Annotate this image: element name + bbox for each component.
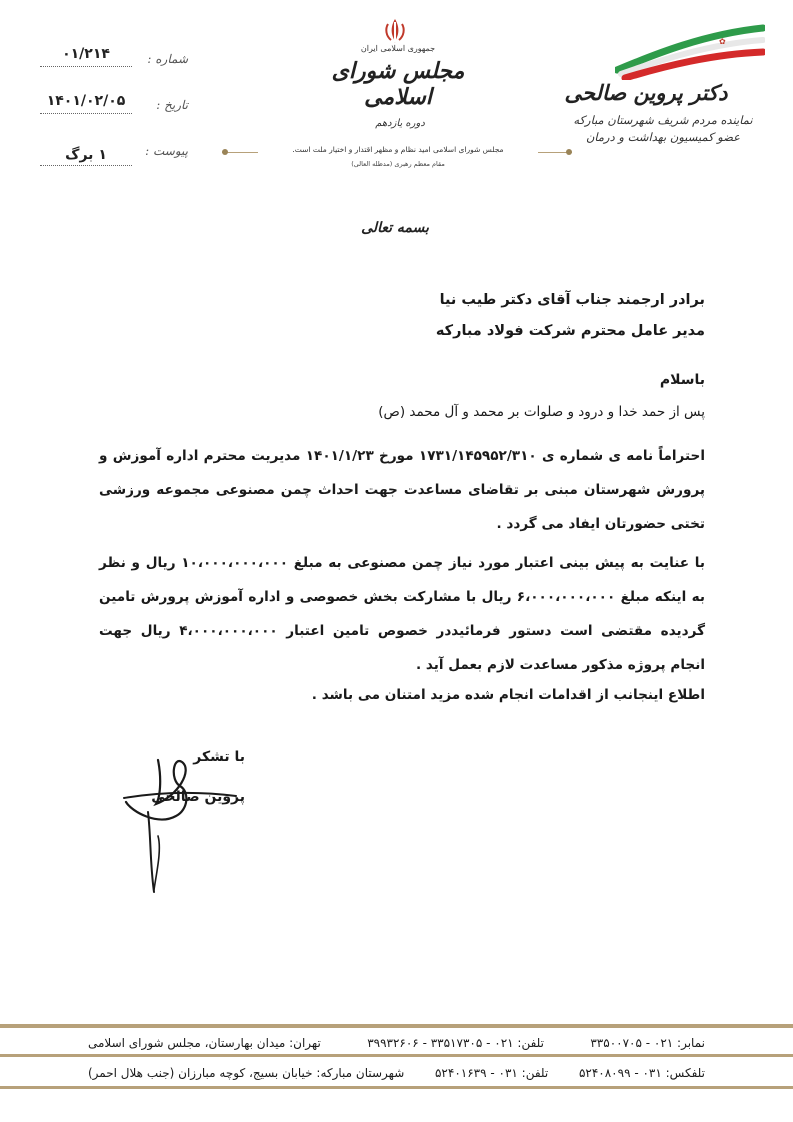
date-label: تاریخ :: [156, 98, 188, 112]
mp-title-line1: نماینده مردم شریف شهرستان مبارکه: [573, 113, 753, 127]
motto-attribution: مقام معظم رهبری (مدظله العالی): [351, 160, 445, 168]
attachment-underline: [40, 165, 132, 166]
body-paragraph-3: اطلاع اینجانب از اقدامات انجام شده مزید امتنان می باشد .: [311, 687, 705, 703]
mobarakeh-phone: تلفن: ۰۳۱ - ۵۲۴۰۱۶۳۹: [434, 1066, 549, 1080]
footer-mobarakeh-row: [88, 1064, 705, 1082]
tehran-address: تهران: میدان بهارستان، مجلس شورای اسلامی: [88, 1036, 321, 1050]
mp-title-line2: عضو کمیسیون بهداشت و درمان: [585, 130, 741, 144]
motto-ornament-left: [222, 149, 228, 155]
closing-thanks: با تشکر: [193, 749, 245, 765]
number-label: شماره :: [147, 52, 188, 66]
bismillah: بسمه تعالی: [361, 220, 429, 236]
letter-date: ۱۴۰۱/۰۲/۰۵: [46, 93, 126, 109]
attachment-label: پیوست :: [145, 144, 188, 158]
motto-ornament-right: [566, 149, 572, 155]
tehran-phone: تلفن: ۰۲۱ - ۳۳۵۱۷۳۰۵ - ۳۹۹۳۲۶۰۶: [367, 1036, 544, 1050]
footer-tehran-row: [88, 1034, 705, 1052]
signer-name: پروین صالحی: [151, 789, 245, 805]
footer-rule-top-left: [0, 1024, 793, 1028]
recipient-title: مدیر عامل محترم شرکت فولاد مبارکه: [435, 323, 705, 339]
parliament-term: دوره یازدهم: [375, 118, 425, 129]
tehran-fax: نمابر: ۰۲۱ - ۳۳۵۰۰۷۰۵: [590, 1036, 705, 1050]
opening-line: پس از حمد خدا و درود و صلوات بر محمد و آل محمد (ص): [378, 404, 705, 420]
letter-number: ۰۱/۲۱۴: [62, 46, 110, 62]
date-underline: [40, 113, 132, 114]
parliament-name: مجلس شورای اسلامی: [331, 58, 465, 110]
republic-name: جمهوری اسلامی ایران: [360, 44, 436, 53]
svg-text:✿: ✿: [719, 37, 726, 46]
mp-title: [563, 112, 763, 146]
body-paragraph-1: احتراماً نامه ی شماره ی ۱۷۳۱/۱۴۵۹۵۲/۳۱۰ مورخ ۱۴۰۱/۱/۲۳ مدیریت محترم اداره آموزش و پرورش شهرستان مبنی بر تقاضای مساعدت جهت احداث چمن مصنوعی مجموعه ورزشی تختی حضورتان ایفاد می گردد .: [99, 448, 705, 532]
recipient-name: برادر ارجمند جناب آقای دکتر طیب نیا: [439, 292, 705, 308]
mp-name: دکتر پروین صالحی: [564, 80, 728, 105]
number-underline: [40, 66, 132, 67]
parliament-motto: مجلس شورای اسلامی امید نظام و مظهر اقتدار و اختیار ملت است.: [258, 145, 538, 154]
mobarakeh-fax: تلفکس: ۰۳۱ - ۵۲۴۰۸۰۹۹: [578, 1066, 705, 1080]
footer-rule-middle: [0, 1054, 793, 1057]
handwritten-signature: [118, 740, 238, 900]
attachment-count: ۱ برگ: [65, 147, 107, 163]
mobarakeh-address: شهرستان مبارکه: خیابان بسیج، کوچه مبارزان (جنب هلال احمر): [88, 1066, 405, 1080]
body-paragraph-2: با عنایت به پیش بینی اعتبار مورد نیاز چمن مصنوعی به مبلغ ۱۰،۰۰۰،۰۰۰،۰۰۰ ریال و نظر به اینکه مبلغ ۶،۰۰۰،۰۰۰،۰۰۰ ریال با مشارکت بخش خصوصی و اداره آموزش پرورش تامین گردیده مقتضی است دستور فرمائیددر خصوص تامین اعتبار ۴،۰۰۰،۰۰۰،۰۰۰ ریال جهت انجام پروژه مذکور مساعدت لازم بعمل آید .: [99, 555, 705, 673]
iran-emblem-icon: [380, 16, 410, 46]
salutation: باسلام: [659, 372, 705, 388]
iran-flag-graphic: [615, 24, 765, 80]
footer-rule-bottom: [0, 1086, 793, 1089]
